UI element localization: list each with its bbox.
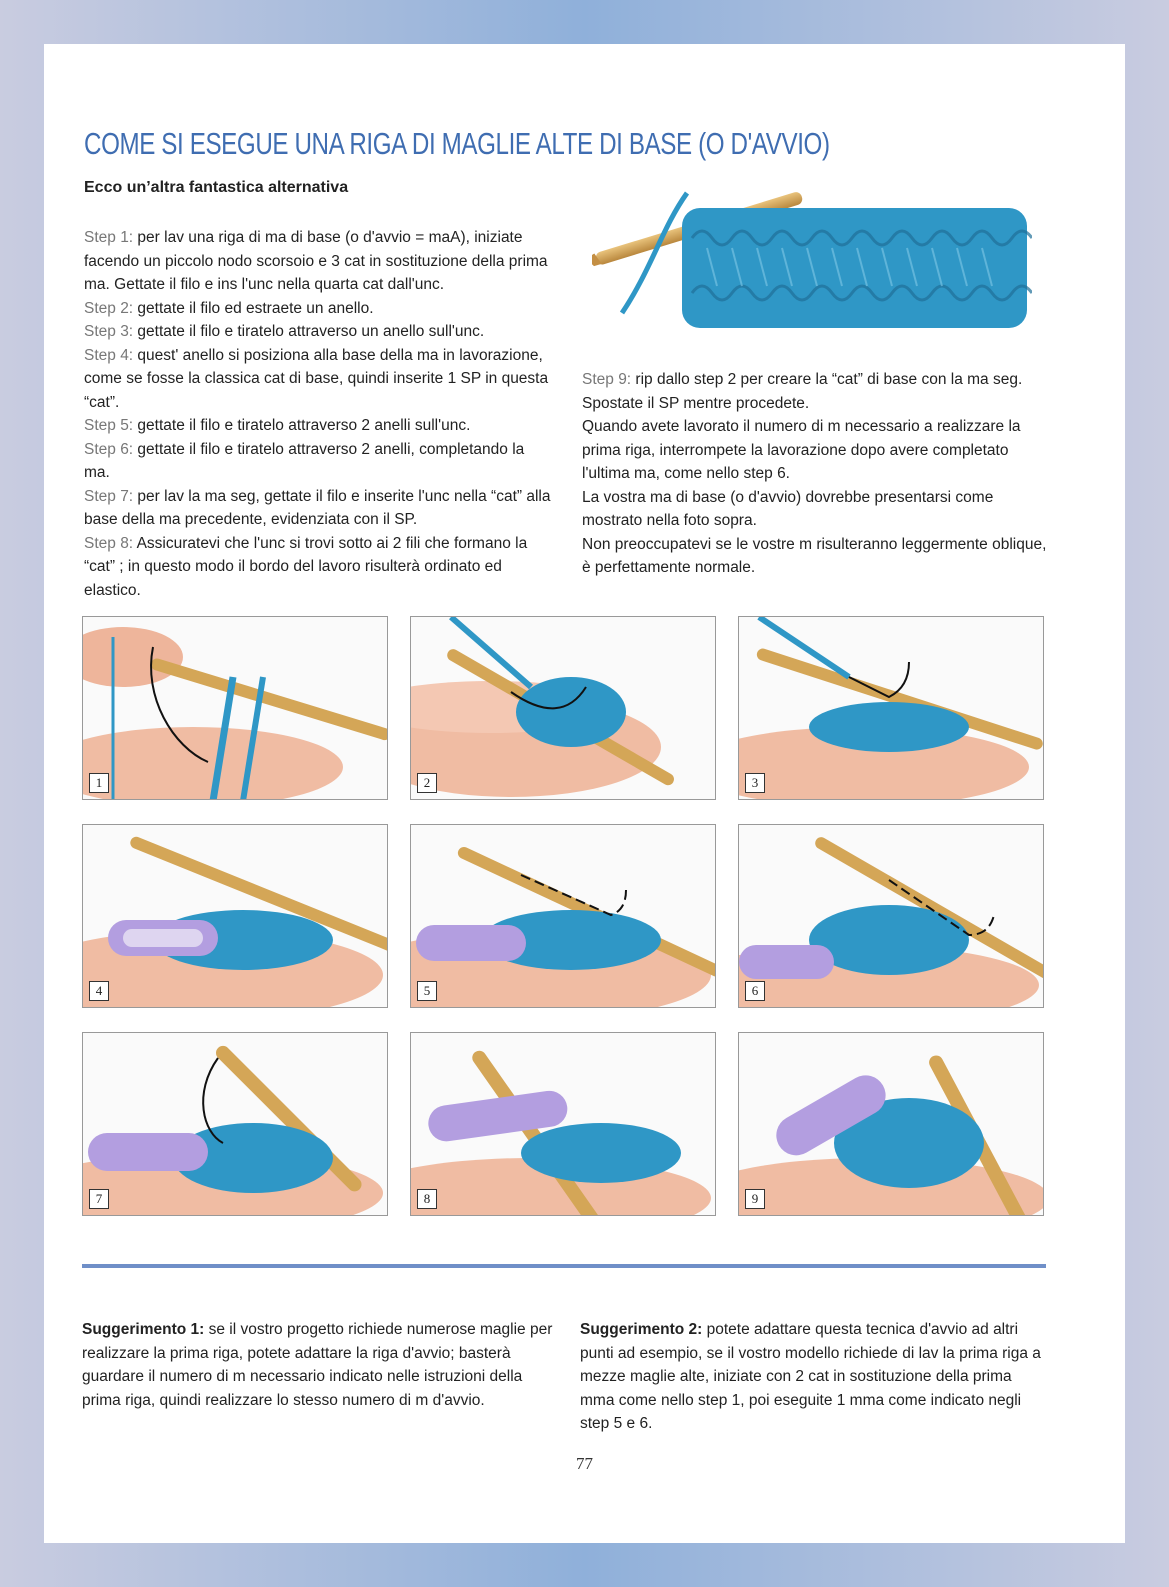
body-paragraph: Quando avete lavorato il numero di m necessario a realizzare la prima riga, interrompete la lavorazione dopo avere completato l'ultima ma, come nello step 6. (582, 418, 1021, 482)
step-text: gettate il filo ed estraete un anello. (133, 299, 374, 317)
step-paragraph (84, 297, 552, 321)
step-photo-3 (738, 616, 1044, 800)
step-label: Step 7: (84, 487, 134, 505)
photo-number-label: 1 (89, 773, 109, 793)
step-label: Step 9: (582, 371, 632, 388)
step-photo-7 (82, 1032, 388, 1216)
step-text: Assicuratevi che l'unc si trovi sotto ai 2 fili che formano la “cat” ; in questo modo il bordo del lavoro risulterà ordinato ed elastico. (84, 534, 528, 599)
step-text: rip dallo step 2 per creare la “cat” di base con la ma seg. Spostate il SP mentre procedete. (582, 371, 1023, 412)
steps-column-left (84, 226, 552, 602)
step-paragraph (84, 438, 552, 485)
photo-number-label: 6 (745, 981, 765, 1001)
hero-photo-finished-row (592, 168, 1032, 340)
step-paragraph (582, 368, 1052, 415)
step-label: Step 8: (84, 534, 134, 552)
step-paragraph (84, 532, 552, 603)
step-photo-2 (410, 616, 716, 800)
step-label: Step 5: (84, 417, 134, 434)
step-photo-4 (82, 824, 388, 1008)
page-number: 77 (576, 1454, 593, 1473)
photo-number-label: 2 (417, 773, 437, 793)
step-label: Step 1: (84, 229, 134, 246)
step-label: Step 2: (84, 299, 134, 317)
step-photo-1 (82, 616, 388, 800)
step-label: Step 3: (84, 323, 134, 340)
step-photo-5 (410, 824, 716, 1008)
tip-label: Suggerimento 1: (82, 1321, 205, 1338)
photo-number-label: 5 (417, 981, 437, 1001)
step-paragraph (84, 226, 552, 297)
photo-number-label: 7 (89, 1189, 109, 1209)
section-divider (82, 1264, 1046, 1268)
page (44, 44, 1125, 1543)
step-label: Step 6: (84, 440, 134, 458)
step-text: per lav una riga di ma di base (o d'avvio = maA), iniziate facendo un piccolo nodo scorsoio e 3 cat in sostituzione della prima ma. Gettate il filo e ins l'unc nella quarta cat dall'unc. (84, 229, 548, 293)
photo-number-label: 9 (745, 1189, 765, 1209)
step-paragraph (84, 414, 552, 438)
tip-text: potete adattare questa tecnica d'avvio ad altri punti ad esempio, se il vostro modello richiede di lav la prima riga a mezze maglie alte, iniziate con 2 cat in sostituzione della prima mma come nello step 1, poi eseguite 1 mma come indicato negli step 5 e 6. (580, 1321, 1041, 1432)
subtitle: Ecco un’altra fantastica alternativa (84, 179, 349, 196)
tip-label: Suggerimento 2: (580, 1321, 703, 1338)
step-text: gettate il filo e tiratelo attraverso 2 anelli sull'unc. (133, 417, 471, 434)
step-label: Step 4: (84, 346, 134, 364)
step-paragraph (84, 485, 552, 532)
step-photo-8 (410, 1032, 716, 1216)
step-photo-6 (738, 824, 1044, 1008)
tip-2 (580, 1318, 1050, 1436)
body-paragraph: La vostra ma di base (o d'avvio) dovrebbe presentarsi come mostrato nella foto sopra. (582, 488, 994, 529)
photo-number-label: 3 (745, 773, 765, 793)
photo-number-label: 4 (89, 981, 109, 1001)
steps-column-right (582, 368, 1052, 580)
page-title: COME SI ESEGUE UNA RIGA DI MAGLIE ALTE DI BASE (O D'AVVIO) (84, 126, 830, 161)
step-paragraph (84, 344, 552, 415)
step-paragraph (84, 320, 552, 344)
step-text: quest' anello si posiziona alla base della ma in lavorazione, come se fosse la classica cat di base, quindi inserite 1 SP in questa “cat”. (84, 346, 549, 411)
step-photo-9 (738, 1032, 1044, 1216)
step-text: per lav la ma seg, gettate il filo e inserite l'unc nella “cat” alla base della ma precedente, evidenziata con il SP. (84, 487, 551, 528)
step-text: gettate il filo e tiratelo attraverso 2 anelli, completando la ma. (84, 440, 525, 481)
photo-number-label: 8 (417, 1189, 437, 1209)
step-text: gettate il filo e tiratelo attraverso un anello sull'unc. (133, 323, 485, 340)
tip-text: se il vostro progetto richiede numerose maglie per realizzare la prima riga, potete adattare la riga d'avvio; basterà guardare il numero di m necessario indicato nelle istruzioni della prima riga, quindi realizzare lo stesso numero di m d'avvio. (82, 1321, 553, 1409)
body-paragraph: Non preoccupatevi se le vostre m risulteranno leggermente oblique, è perfettamente normale. (582, 535, 1047, 576)
tip-1 (82, 1318, 554, 1412)
